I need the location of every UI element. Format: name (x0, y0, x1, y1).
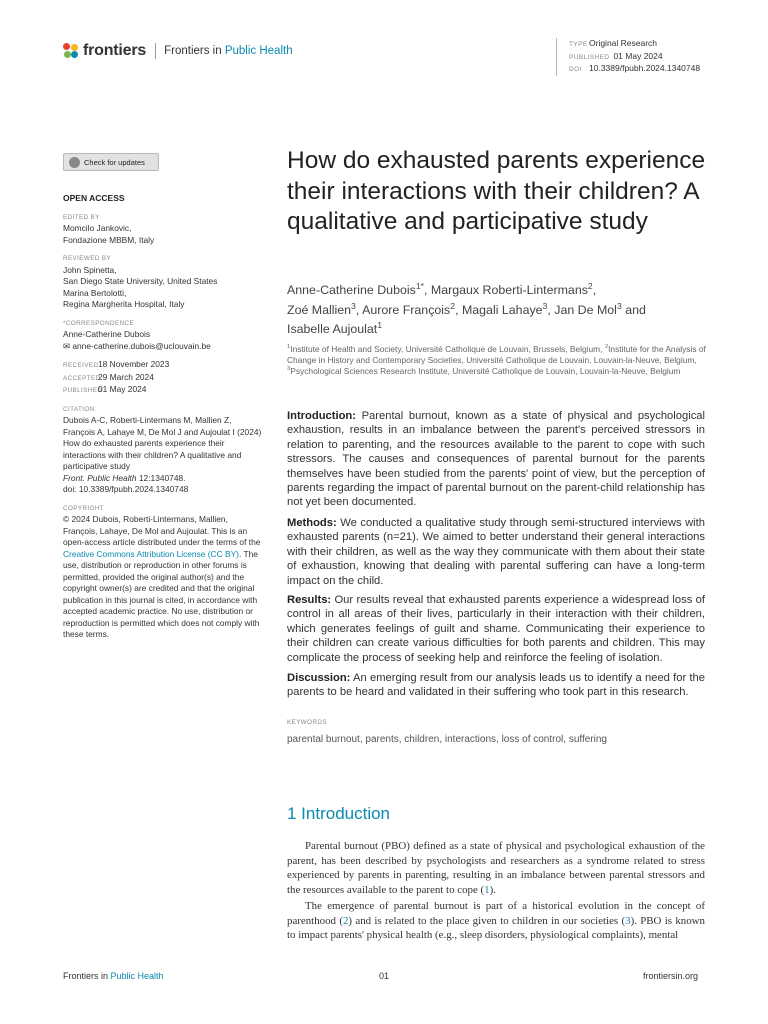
cc-license-link[interactable]: Creative Commons Attribution License (CC BY) (63, 548, 239, 559)
author: Anne-Catherine Dubois (287, 283, 416, 297)
editor-affil: Fondazione MBBM, Italy (63, 234, 155, 245)
abstract-results: Results: Our results reveal that exhausted parents experience a widespread loss of control in all areas of their lives, particularly in their interaction with their children, which generates feelings of guilt and shame. Communicating their experience to their children can create various difficulties for both parents and children. This may complicate the process of seeking help and reinforce the feeling of isolation. (287, 594, 705, 664)
reviewer-1-affil: San Diego State University, United States (63, 276, 218, 286)
affiliations: $^1$Institute of Health and Society, Université Catholique de Louvain, Brussels, Belgium, $^2$Institute for the Analysis of Change in History and Contemporary Societies, Université Catholique de Louvain, Louvain-la-Neuve, Belgium, $^3$Psychological Sciences Research Institute, Université Catholique de Louvain, Louvain-la-Neuve, Belgium (287, 344, 706, 376)
reference-link[interactable]: 2 (342, 914, 349, 927)
author: Magali Lahaye (461, 302, 543, 317)
reference-link[interactable]: 3 (625, 914, 631, 927)
author: Margaux Roberti-Lintermans (430, 283, 588, 297)
correspondence-email[interactable]: ✉ anne-catherine.dubois@uclouvain.be (63, 340, 211, 351)
reviewer-2: Marina Bertolotti, (63, 287, 127, 298)
article-title: How do exhausted parents experience their interactions with their children? A qualitative and participative study (287, 147, 706, 235)
author: Zoé Mallien (287, 302, 352, 317)
reviewer-1: John Spinetta, (63, 264, 117, 275)
body-paragraph: Parental burnout (PBO) defined as a state of physical and psychological exhaustion of the parent, has been described by psychologists and researchers as a syndrome related to stress experienced by parents in parenting, resulting in an imbalance between parental stressors and the resources available to the parent to cope (1). (287, 840, 705, 896)
reviewed-by-label: REVIEWED BY (63, 255, 112, 262)
abstract-methods: Methods: We conducted a qualitative study through semi-structured interviews with exhausted parents (n=21). We aimed to better understand their general interactions with their children, as well as the way they communicate with them about their state of exhaustion, knowing that dealing with parental suffering can have a long-term impact on the child. (287, 517, 705, 587)
sidebar (63, 193, 263, 641)
update-icon (69, 157, 80, 168)
reference-link[interactable]: 1 (484, 883, 490, 896)
journal-header (63, 42, 293, 60)
correspondence-name: Anne-Catherine Dubois (63, 329, 151, 339)
footer-journal[interactable]: Frontiers in Public Health (63, 971, 164, 981)
copyright-text: © 2024 Dubois, Roberti-Lintermans, Mallien, François, Lahaye, De Mol and Aujoulat. This is an open-access article distributed under the terms of the Creative Commons Attribution License (CC BY). The use, distribution or reproduction in other forums is permitted, provided the original author(s) and the copyright owner(s) are credited and that the original publication in this journal is cited, in accordance with accepted academic practice. No use, distribution or reproduction is permitted which does not comply with these terms. (63, 514, 261, 639)
author: Aurore François (362, 302, 451, 317)
check-updates-button[interactable]: Check for updates (63, 153, 159, 171)
editor-name: Momcilo Jankovic, (63, 223, 132, 233)
journal-name[interactable]: Frontiers in Public Health (164, 45, 293, 57)
copyright-label: COPYRIGHT (63, 504, 105, 512)
date-published: PUBLISHED01 May 2024 (63, 384, 147, 394)
date-accepted: ACCEPTED29 March 2024 (63, 371, 154, 382)
meta-doi: DOI 10.3389/fpubh.2024.1340748 (569, 63, 701, 73)
keywords: parental burnout, parents, children, interactions, loss of control, suffering (287, 734, 607, 745)
reviewer-2-affil: Regina Margherita Hospital, Italy (63, 299, 185, 309)
email-icon: ✉ (63, 340, 73, 351)
section-heading: 1 Introduction (287, 804, 391, 823)
meta-published: PUBLISHED 01 May 2024 (569, 50, 663, 61)
citation-text: Dubois A-C, Roberti-Lintermans M, Mallien Z, François A, Lahaye M, De Mol J and Aujoulat I (2024) How do exhausted parents experience their interactions with their children? A qualitative and participative study Front. Public Health 12:1340748. doi: 10.3389/fpubh.2024.1340748 (63, 415, 262, 494)
author-list: Anne-Catherine Dubois$^{1*}$, Margaux Roberti-Lintermans$^2$, Zoé Mallien$^3$, Aurore François$^2$, Magali Lahaye$^3$, Jan De Mol$^3$ and Isabelle Aujoulat$^1$ (287, 280, 646, 336)
meta-type: TYPEOriginal Research (569, 38, 658, 48)
header-divider (155, 43, 156, 59)
abstract-introduction: Introduction: Parental burnout, known as a state of physical and psychological exhaustion, results in an imbalance between the parent's perceived stressors in relation to parenting, and the resources available to the parent to cope with such stressors. The causes and consequences of parental burnout for the parents themselves have been studied from the parents' point of view, but the perception of parents regarding the impact of parental burnout on the parent-child relationship has not yet been documented. (287, 410, 705, 509)
open-access-label: OPEN ACCESS (63, 193, 125, 203)
body-paragraph: The emergence of parental burnout is part of a historical evolution in the concept of parenthood (2) and is related to the place given to children in our societies (3). PBO is known to impact parents' physical health (e.g., sleep disorders, physiological complaints), mental (287, 900, 705, 942)
abstract-discussion: Discussion: An emerging result from our analysis leads us to identify a need for the parents to be heard and validated in their suffering who took part in this research. (287, 672, 705, 699)
author: Jan De Mol (554, 302, 617, 317)
footer-site-link[interactable]: frontiersin.org (643, 971, 699, 981)
page-number: 01 (379, 971, 390, 981)
article-meta (556, 38, 700, 76)
citation-label: CITATION (63, 405, 95, 413)
keywords-label: KEYWORDS (287, 719, 327, 726)
correspondence-label: *CORRESPONDENCE (63, 319, 135, 327)
date-received: RECEIVED18 November 2023 (63, 359, 170, 369)
brand-name: frontiers (83, 42, 147, 59)
edited-by-label: EDITED BY (63, 213, 100, 221)
author: Isabelle Aujoulat (287, 322, 378, 336)
frontiers-logo-icon (63, 43, 79, 59)
